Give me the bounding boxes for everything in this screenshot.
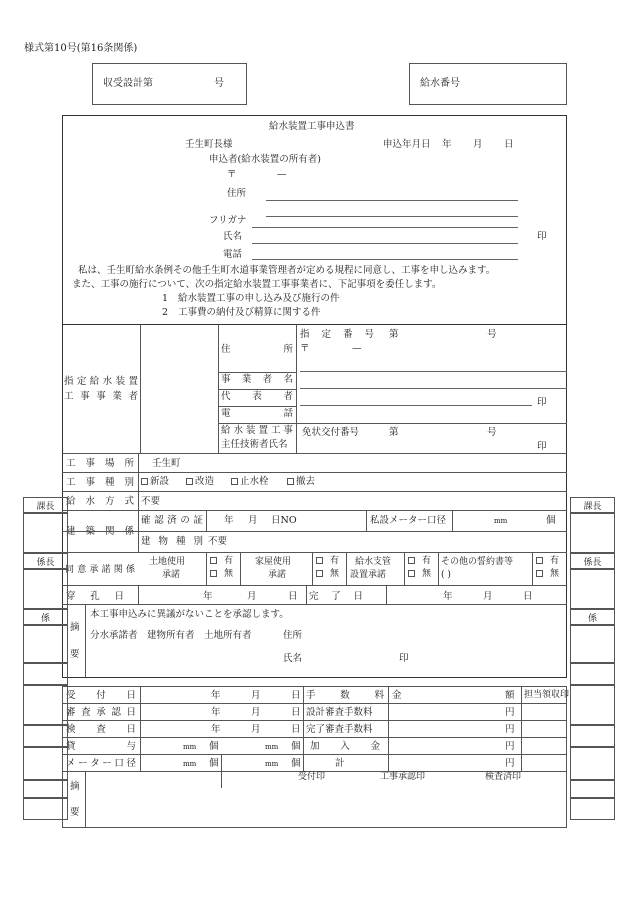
left-stamp-cell-9[interactable] [23, 798, 68, 820]
complete-date-label: 完 了 日 [309, 591, 363, 602]
applicant-name-input-top[interactable] [252, 227, 518, 228]
office-row-0-day[interactable]: 日 [291, 690, 301, 701]
left-kakaricho-label: 係長 [36, 557, 55, 568]
divider-building-cert [206, 510, 207, 531]
divider-remarks-bottom-label [85, 771, 86, 828]
office-row-0-month[interactable]: 月 [251, 690, 261, 701]
divider-remarks-top [62, 604, 567, 605]
work-type-option-2[interactable]: 止水栓 [231, 477, 269, 487]
checkbox-house-use-yes[interactable] [316, 557, 323, 564]
office-vr-1 [140, 686, 141, 771]
remarks-top-line-1: 本工事申込みに異議がないことを承認します。 [90, 609, 289, 620]
left-stamp-cell-kakari[interactable] [23, 625, 68, 663]
consent-3-no[interactable] [536, 570, 545, 579]
applicant-phone-label: 電話 [223, 249, 243, 260]
declaration-item-2-no: 2 [162, 307, 169, 318]
office-row-3-ko-2[interactable]: 個 [291, 741, 301, 752]
checkbox-other-pledge-no[interactable] [536, 570, 543, 577]
right-stamp-cell-9[interactable] [570, 780, 615, 798]
building-kind-value[interactable]: 不要 [208, 536, 228, 547]
consent-0-no[interactable] [210, 570, 219, 579]
office-row-3-label: 貸 与 [66, 741, 136, 752]
remarks-top-line-2: 分水承諾者 建物所有者 土地所有者 [90, 630, 252, 641]
site-type-label: 工 事 種 別 [66, 477, 134, 488]
right-stamp-cell-kakaricho[interactable] [570, 569, 615, 609]
license-no-label: 免状交付番号 [302, 427, 360, 438]
consent-2-yes-label: 有 [422, 556, 432, 566]
office-row-2-day[interactable]: 日 [291, 724, 301, 735]
remarks-bottom-label-1: 摘 [70, 781, 80, 792]
left-stamp-cell-kakaricho[interactable] [23, 569, 68, 609]
divider-dates-c2 [306, 585, 307, 604]
right-stamp-cell-7[interactable] [570, 725, 615, 747]
office-vr-3 [388, 686, 389, 771]
consent-0-yes-label: 有 [224, 556, 234, 566]
office-row-4-fee-label: 計 [335, 758, 345, 769]
right-stamp-header-kacho [570, 497, 615, 513]
right-stamp-cell-8[interactable] [570, 747, 615, 780]
applicant-address-input[interactable] [266, 200, 518, 201]
divider-contractor-top [62, 324, 567, 325]
office-row-4-yen[interactable]: 円 [505, 758, 515, 769]
office-vr-4 [521, 686, 522, 771]
office-row-2-month[interactable]: 月 [251, 724, 261, 735]
divider-consent-c3 [312, 552, 313, 585]
consent-0-yes[interactable] [210, 557, 219, 566]
divider-consent-c6 [438, 552, 439, 585]
divider-remarks-label [85, 604, 86, 678]
remarks-top-seal: 印 [399, 653, 409, 664]
building-cert-month[interactable]: 月 [248, 515, 258, 526]
site-location-label: 工 事 場 所 [66, 458, 134, 469]
divider-contractor-col1 [140, 324, 141, 453]
remarks-top-label-1: 摘 [70, 622, 80, 633]
building-cert-day-no[interactable]: 日NO [271, 515, 297, 526]
designation-dai: 第 [389, 329, 399, 340]
applicant-name-input[interactable] [252, 243, 518, 244]
applicant-phone-input[interactable] [252, 259, 518, 260]
declaration-item-1: 給水装置工事の申し込み及び施行の件 [178, 293, 340, 304]
consent-2-label-1: 給水支管 [355, 557, 392, 567]
office-vr-meter [221, 754, 222, 788]
divider-contractor-col3 [296, 324, 297, 453]
supply-method-label: 給 水 方 式 [66, 496, 134, 507]
site-location-value[interactable]: 壬生町 [152, 458, 181, 469]
office-row-1-fee-label: 設計審査手数料 [306, 707, 373, 718]
left-stamp-header-kakaricho [23, 553, 68, 569]
right-kakaricho-label: 係長 [583, 557, 602, 568]
checkbox-other-pledge-yes[interactable] [536, 557, 543, 564]
bore-date-label: 穿 孔 日 [66, 591, 124, 602]
declaration-line-2: また、工事の施行について、次の指定給水装置工事事業者に、下記事項を委任します。 [72, 279, 442, 290]
contractor-company-label: 事 業 者 名 [221, 374, 293, 385]
left-stamp-cell-8[interactable] [23, 780, 68, 798]
remarks-top-label-2: 要 [70, 649, 80, 660]
right-margin-stamp-column [570, 497, 615, 820]
office-row-1-month[interactable]: 月 [251, 707, 261, 718]
office-row-4-label: メ ー タ ー 口 径 [66, 758, 136, 769]
contractor-address-label: 住 所 [221, 344, 293, 355]
divider-consent-c7 [532, 552, 533, 585]
divider-contractor-r1 [218, 372, 296, 373]
private-meter-ko: 個 [546, 515, 556, 526]
right-stamp-cell-10[interactable] [570, 798, 615, 820]
left-stamp-header-kacho [23, 497, 68, 513]
office-row-2-fee-label: 完了審査手数料 [306, 724, 373, 735]
consent-1-yes[interactable] [316, 557, 325, 566]
remarks-top-name-label[interactable]: 氏名 [283, 653, 303, 664]
office-row-4-ko-2[interactable]: 個 [291, 758, 301, 769]
consent-3-no-label: 無 [550, 569, 560, 579]
work-type-option-0[interactable]: 新設 [141, 477, 169, 487]
contractor-postal-mark: 〒 [300, 343, 310, 354]
checkbox-land-use-no[interactable] [210, 570, 217, 577]
stamp-label-receipt: 受付印 [298, 772, 326, 782]
left-margin-stamp-column [23, 497, 68, 820]
right-kakari-label: 係 [587, 613, 597, 624]
consent-section-label: 同 意 承 諾 関 係 [65, 565, 135, 575]
office-row-1-label: 審 査 承 認 日 [66, 707, 136, 718]
office-row-4-ko-1[interactable]: 個 [209, 758, 219, 769]
supply-method-value[interactable]: 不要 [141, 496, 161, 507]
office-row-4-mm-2[interactable]: mm [265, 760, 279, 768]
left-stamp-cell-7[interactable] [23, 747, 68, 780]
applicant-furigana-input[interactable] [266, 216, 518, 217]
contractor-postal-dash: — [352, 343, 362, 354]
designation-gou: 号 [487, 329, 497, 340]
contractor-chief-label-1: 給 水 装 置 工 事 [221, 425, 293, 436]
designation-no-label: 指 定 番 号 [300, 329, 374, 340]
applicant-heading: 申込者(給水装置の所有者) [209, 154, 321, 165]
office-row-1-year[interactable]: 年 [211, 707, 221, 718]
right-stamp-cell-kacho[interactable] [570, 513, 615, 553]
office-vr-2 [303, 686, 304, 771]
declaration-line-1: 私は、壬生町給水条例その他壬生町水道事業管理者が定める規程に同意し、工事を申し込みます。 [78, 265, 496, 276]
contractor-section-label-line2: 工 事 事 業 者 [64, 391, 138, 402]
office-hr-3 [62, 737, 567, 738]
right-stamp-cell-5[interactable] [570, 663, 615, 685]
left-stamp-cell-4[interactable] [23, 663, 68, 685]
receipt-design-label: 収受設計第 [103, 78, 153, 89]
left-stamp-cell-5[interactable] [23, 685, 68, 725]
checkbox-land-use-yes[interactable] [210, 557, 217, 564]
contractor-phone-label: 電 話 [221, 408, 293, 419]
stamp-label-inspection: 検査済印 [485, 772, 522, 782]
office-row-1-yen[interactable]: 円 [505, 707, 515, 718]
applicant-address-label: 住所 [227, 188, 247, 199]
stamp-label-approval: 工事承認印 [380, 772, 426, 782]
consent-0-label-1: 土地使用 [149, 557, 186, 567]
left-stamp-header-kakari [23, 609, 68, 625]
left-stamp-cell-6[interactable] [23, 725, 68, 747]
consent-2-no[interactable] [408, 570, 417, 579]
declaration-item-2: 工事費の納付及び精算に関する件 [178, 307, 321, 318]
applicant-postal-dash: — [277, 169, 287, 180]
receipt-design-unit: 号 [214, 78, 224, 89]
addressee: 壬生町長様 [185, 139, 233, 150]
checkbox-tekkyo[interactable] [287, 478, 294, 485]
right-stamp-cell-4[interactable] [570, 625, 615, 663]
divider-consent-c4 [346, 552, 347, 585]
supply-number-label: 給水番号 [420, 78, 460, 89]
office-row-2-label: 検 査 日 [66, 724, 136, 735]
divider-consent-c5 [404, 552, 405, 585]
checkbox-branch-pipe-yes[interactable] [408, 557, 415, 564]
complete-date-year[interactable]: 年 [443, 591, 453, 602]
applicant-seal: 印 [537, 231, 547, 242]
office-row-3-mm-2[interactable]: mm [265, 743, 279, 751]
consent-3-yes[interactable] [536, 557, 545, 566]
office-receipt-stamp-header: 担当領収印 [524, 690, 570, 700]
bore-date-day[interactable]: 日 [288, 591, 298, 602]
consent-2-no-label: 無 [422, 569, 432, 579]
building-cert-label: 確 認 済 の 証 [141, 515, 203, 526]
consent-2-label-2: 設置承諾 [350, 570, 387, 580]
office-row-0-label: 受 付 日 [66, 690, 136, 701]
office-row-0-year[interactable]: 年 [211, 690, 221, 701]
divider-dates-c3 [386, 585, 387, 604]
work-type-option-1[interactable]: 改造 [186, 477, 214, 487]
license-seal: 印 [537, 441, 547, 452]
complete-date-month[interactable]: 月 [483, 591, 493, 602]
building-cert-year[interactable]: 年 [224, 515, 234, 526]
office-row-3-yen[interactable]: 円 [505, 741, 515, 752]
left-stamp-cell-kacho[interactable] [23, 513, 68, 553]
office-row-3-fee-label: 加 入 金 [310, 741, 380, 752]
divider-contractor-r4 [218, 423, 567, 424]
applicant-name-label: 氏名 [223, 231, 243, 242]
form-number: 様式第10号(第16条関係) [24, 43, 138, 54]
divider-building-meter-r [452, 510, 453, 531]
left-kacho-label: 課長 [36, 501, 55, 512]
divider-building-meter-l [366, 510, 367, 531]
consent-3-label-2: ( ) [441, 570, 451, 580]
remarks-bottom-label-2: 要 [70, 807, 80, 818]
divider-consent-top [62, 552, 567, 553]
form-title: 給水装置工事申込書 [269, 121, 355, 132]
license-gou: 号 [487, 427, 497, 438]
consent-0-label-2: 承諾 [162, 570, 181, 580]
work-type-option-3[interactable]: 撤去 [287, 477, 315, 487]
application-date-day[interactable]: 日 [504, 139, 514, 150]
applicant-furigana-label: フリガナ [209, 215, 247, 226]
contractor-section-label-line1: 指 定 給 水 装 置 [64, 376, 138, 387]
right-stamp-cell-6[interactable] [570, 685, 615, 725]
consent-2-yes[interactable] [408, 557, 417, 566]
complete-date-day[interactable]: 日 [523, 591, 533, 602]
declaration-item-1-no: 1 [162, 293, 169, 304]
office-row-2-yen[interactable]: 円 [505, 724, 515, 735]
bore-date-year[interactable]: 年 [203, 591, 213, 602]
receipt-design-box[interactable] [92, 63, 247, 105]
consent-1-yes-label: 有 [330, 556, 340, 566]
contractor-company-input[interactable] [300, 388, 567, 389]
consent-1-label-1: 家屋使用 [255, 557, 292, 567]
office-hr-4 [62, 754, 567, 755]
private-meter-mm: mm [494, 517, 508, 525]
divider-dates-c1 [138, 585, 139, 604]
consent-0-no-label: 無 [224, 569, 234, 579]
consent-1-no-label: 無 [330, 569, 340, 579]
contractor-seal: 印 [537, 397, 547, 408]
contractor-chief-label-2: 主任技術者氏名 [221, 439, 288, 450]
office-row-0-fee-label: 手 数 料 [306, 690, 384, 701]
divider-building-mid [62, 531, 567, 532]
divider-contractor-r2 [218, 389, 296, 390]
checkbox-branch-pipe-no[interactable] [408, 570, 415, 577]
office-row-2-year[interactable]: 年 [211, 724, 221, 735]
contractor-rep-input[interactable] [300, 405, 532, 406]
right-stamp-header-kakaricho [570, 553, 615, 569]
checkbox-shinsetsu[interactable] [141, 478, 148, 485]
application-date-month[interactable]: 月 [473, 139, 483, 150]
right-stamp-header-kakari [570, 609, 615, 625]
office-row-1-day[interactable]: 日 [291, 707, 301, 718]
consent-3-yes-label: 有 [550, 556, 560, 566]
application-date-label: 申込年月日 [383, 139, 431, 150]
consent-3-label-1: その他の誓約書等 [441, 557, 514, 567]
office-row-3-ko-1[interactable]: 個 [209, 741, 219, 752]
office-amount-prefix: 金 [392, 690, 402, 701]
right-kacho-label: 課長 [583, 501, 602, 512]
office-row-4-mm-1[interactable]: mm [183, 760, 197, 768]
consent-1-label-2: 承諾 [268, 570, 287, 580]
divider-site-col1 [138, 453, 139, 552]
contractor-rep-label: 代 表 者 [221, 391, 293, 402]
divider-contractor-r3 [218, 406, 296, 407]
remarks-top-address-label[interactable]: 住所 [283, 630, 303, 641]
divider-consent-c1 [206, 552, 207, 585]
office-hr-2 [62, 720, 567, 721]
bore-date-month[interactable]: 月 [247, 591, 257, 602]
consent-1-no[interactable] [316, 570, 325, 579]
checkbox-shisuisen[interactable] [231, 478, 238, 485]
applicant-postal-mark: 〒 [227, 169, 237, 180]
supply-number-box[interactable] [409, 63, 567, 105]
license-dai: 第 [389, 427, 399, 438]
checkbox-house-use-no[interactable] [316, 570, 323, 577]
office-row-3-mm-1[interactable]: mm [183, 743, 197, 751]
checkbox-kaizou[interactable] [186, 478, 193, 485]
left-kakari-label: 係 [40, 613, 50, 624]
building-kind-label: 建 物 種 別 [141, 536, 203, 547]
private-meter-label: 私設メーター口径 [370, 515, 447, 526]
divider-consent-c2 [240, 552, 241, 585]
office-hr-1 [62, 703, 567, 704]
office-amount-suffix: 額 [505, 690, 515, 701]
application-date-year[interactable]: 年 [442, 139, 452, 150]
contractor-address-input[interactable] [300, 371, 567, 372]
